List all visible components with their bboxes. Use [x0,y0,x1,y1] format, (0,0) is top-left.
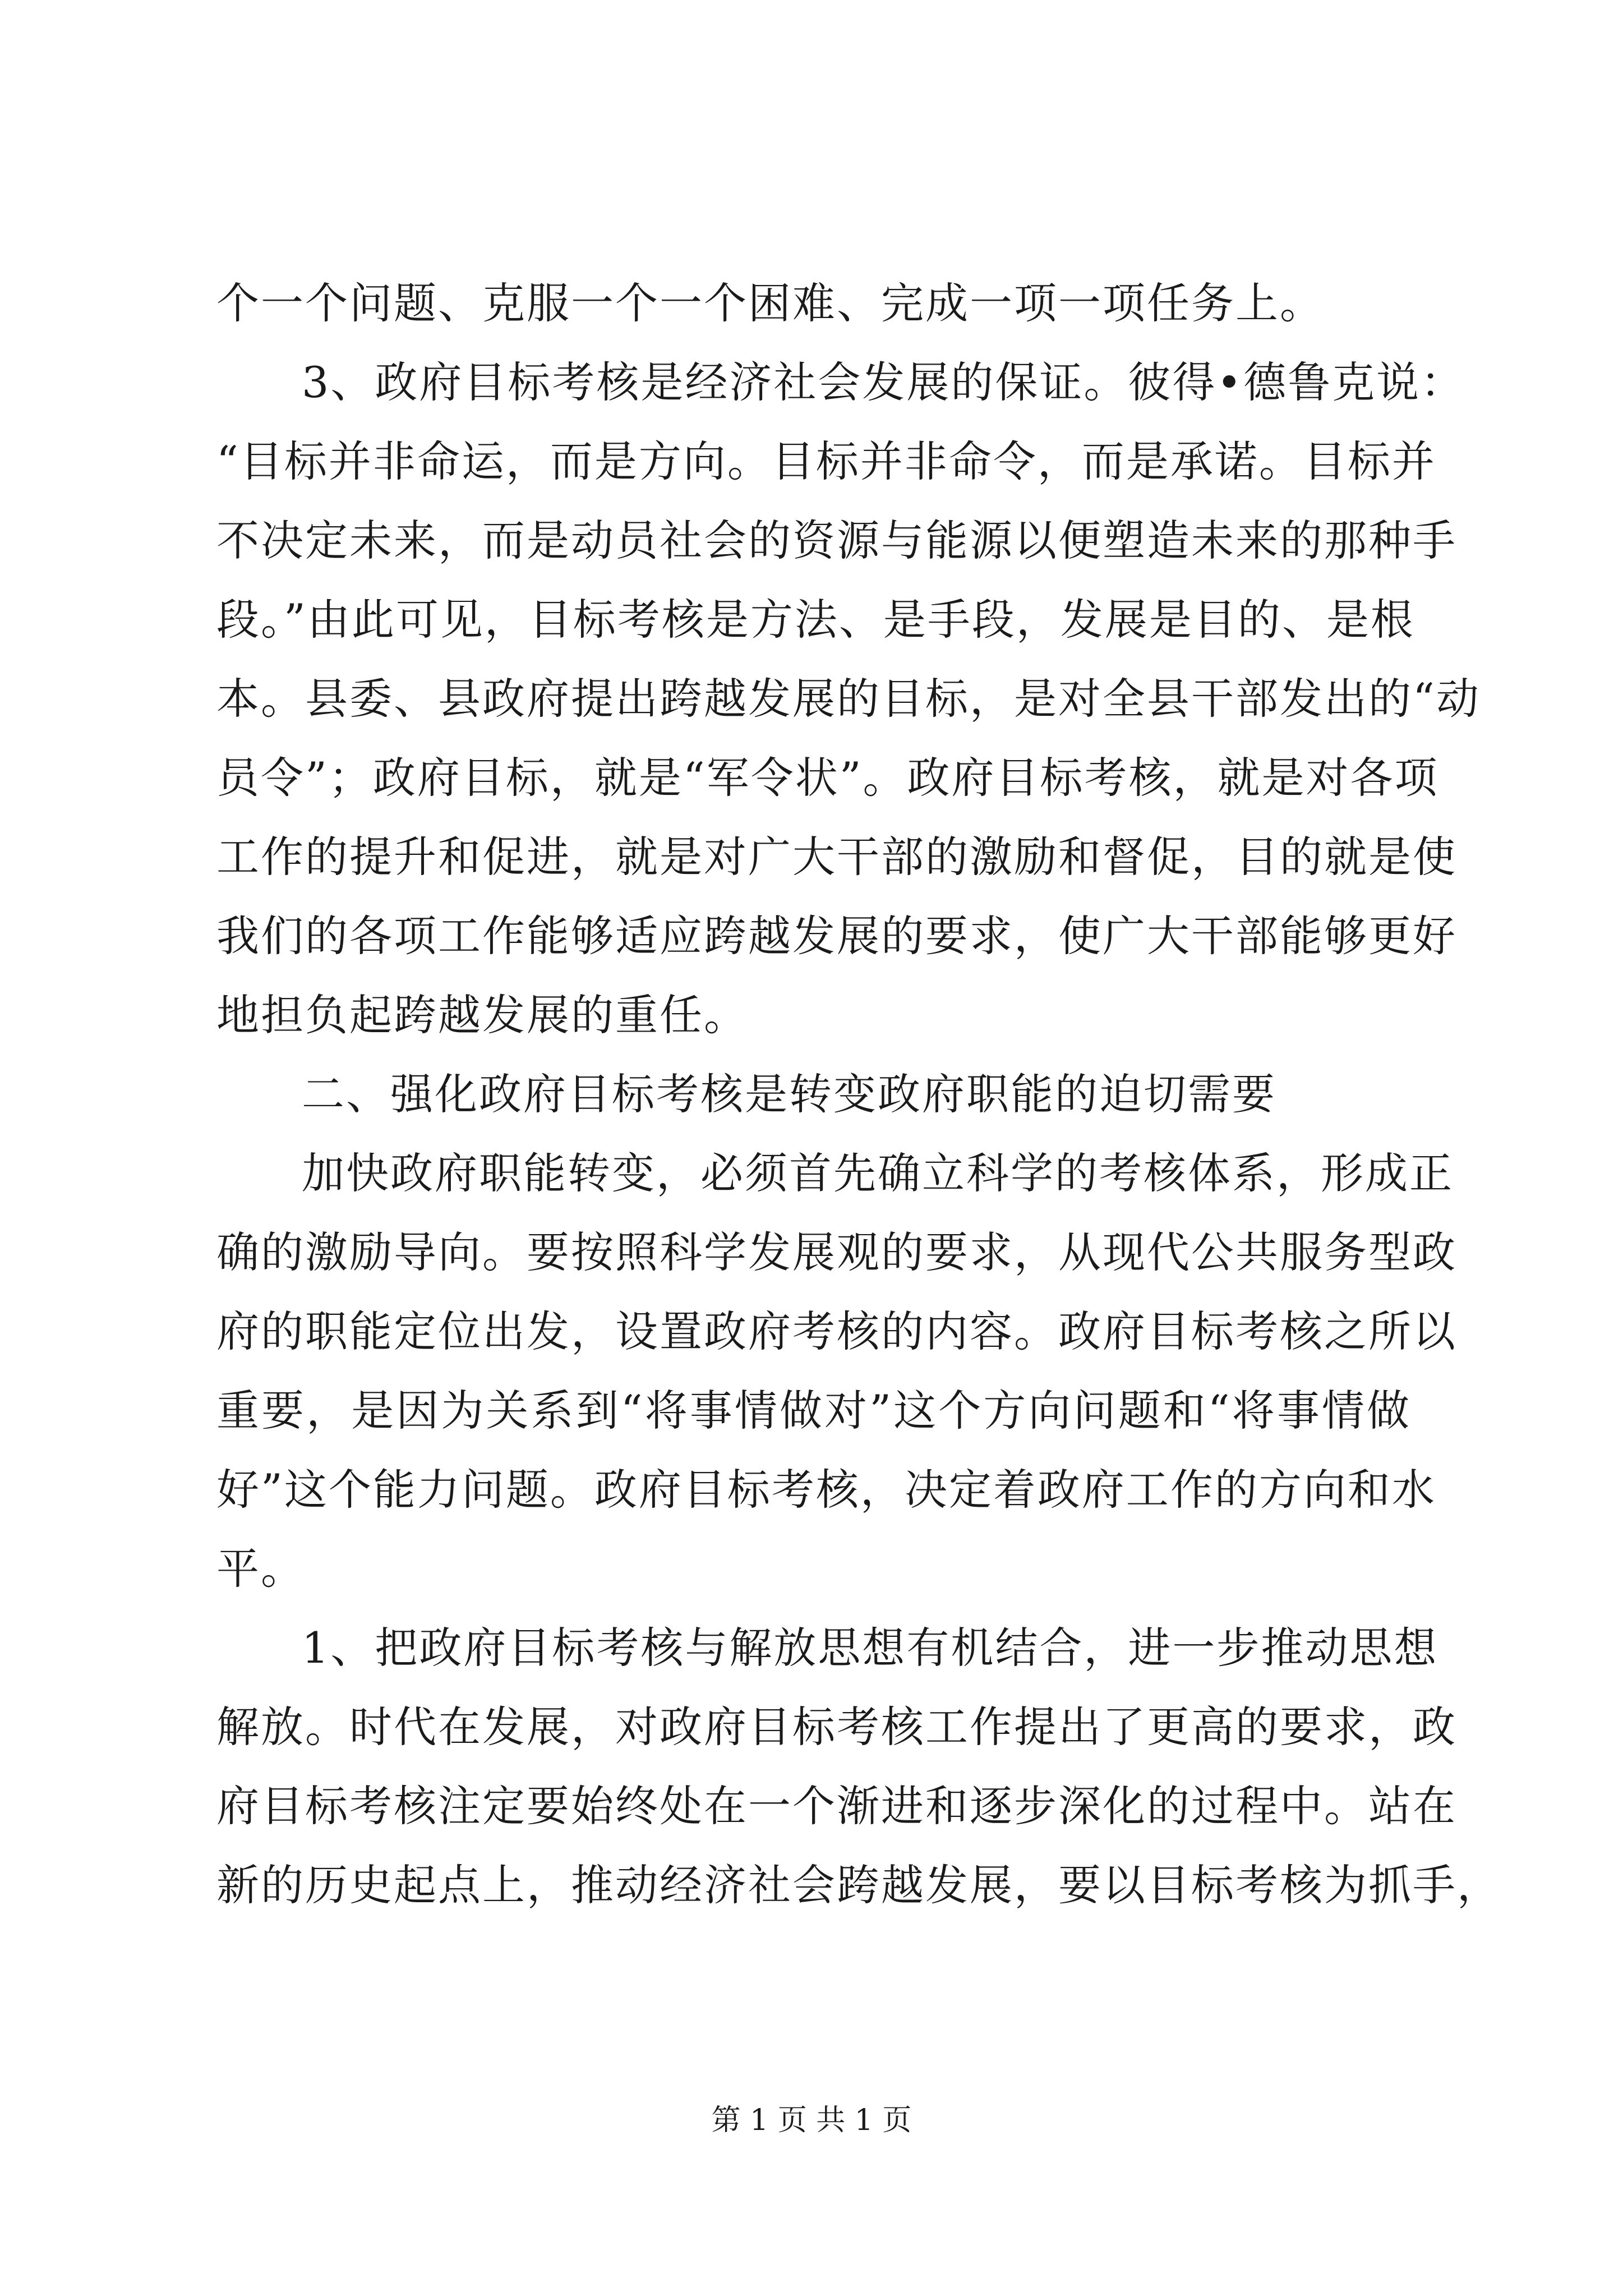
document-body [216,264,1501,1925]
text-line: 我们的各项工作能够适应跨越发展的要求，使广大干部能够更好 [216,911,1457,961]
text-line: 府的职能定位出发，设置政府考核的内容。政府目标考核之所以 [216,1306,1457,1356]
text-line: 3、政府目标考核是经济社会发展的保证。彼得•德鲁克说： [302,357,1465,407]
text-line: 个一个问题、克服一个一个困难、完成一项一项任务上。 [216,278,1324,328]
text-line: 1、把政府目标考核与解放思想有机结合，进一步推动思想 [302,1623,1438,1673]
text-line: 地担负起跨越发展的重任。 [216,990,748,1040]
page-number-footer: 第 1 页 共 1 页 [711,2104,912,2137]
text-line: 加快政府职能转变，必须首先确立科学的考核体系，形成正 [302,1148,1454,1198]
text-line: 员令”；政府目标，就是“军令状”。政府目标考核，就是对各项 [216,753,1439,803]
text-line: 重要，是因为关系到“将事情做对”这个方向问题和“将事情做 [216,1386,1411,1435]
text-line: 新的历史起点上，推动经济社会跨越发展，要以目标考核为抓手， [216,1860,1501,1910]
text-line: 不决定未来，而是动员社会的资源与能源以便塑造未来的那种手 [216,516,1457,565]
text-line: “目标并非命运，而是方向。目标并非命令，而是承诺。目标并 [216,436,1436,486]
text-line: 段。”由此可见，目标考核是方法、是手段，发展是目的、是根 [216,595,1415,645]
text-line: 好”这个能力问题。政府目标考核，决定着政府工作的方向和水 [216,1465,1436,1515]
section-heading: 二、强化政府目标考核是转变政府职能的迫切需要 [302,1069,1276,1119]
text-line: 确的激励导向。要按照科学发展观的要求，从现代公共服务型政 [216,1227,1457,1277]
text-line: 府目标考核注定要始终处在一个渐进和逐步深化的过程中。站在 [216,1781,1457,1831]
text-line: 工作的提升和促进，就是对广大干部的激励和督促，目的就是使 [216,832,1457,882]
text-line: 平。 [216,1544,305,1594]
text-line: 本。县委、县政府提出跨越发展的目标，是对全县干部发出的“动 [216,674,1481,724]
text-line: 解放。时代在发展，对政府目标考核工作提出了更高的要求，政 [216,1702,1457,1752]
